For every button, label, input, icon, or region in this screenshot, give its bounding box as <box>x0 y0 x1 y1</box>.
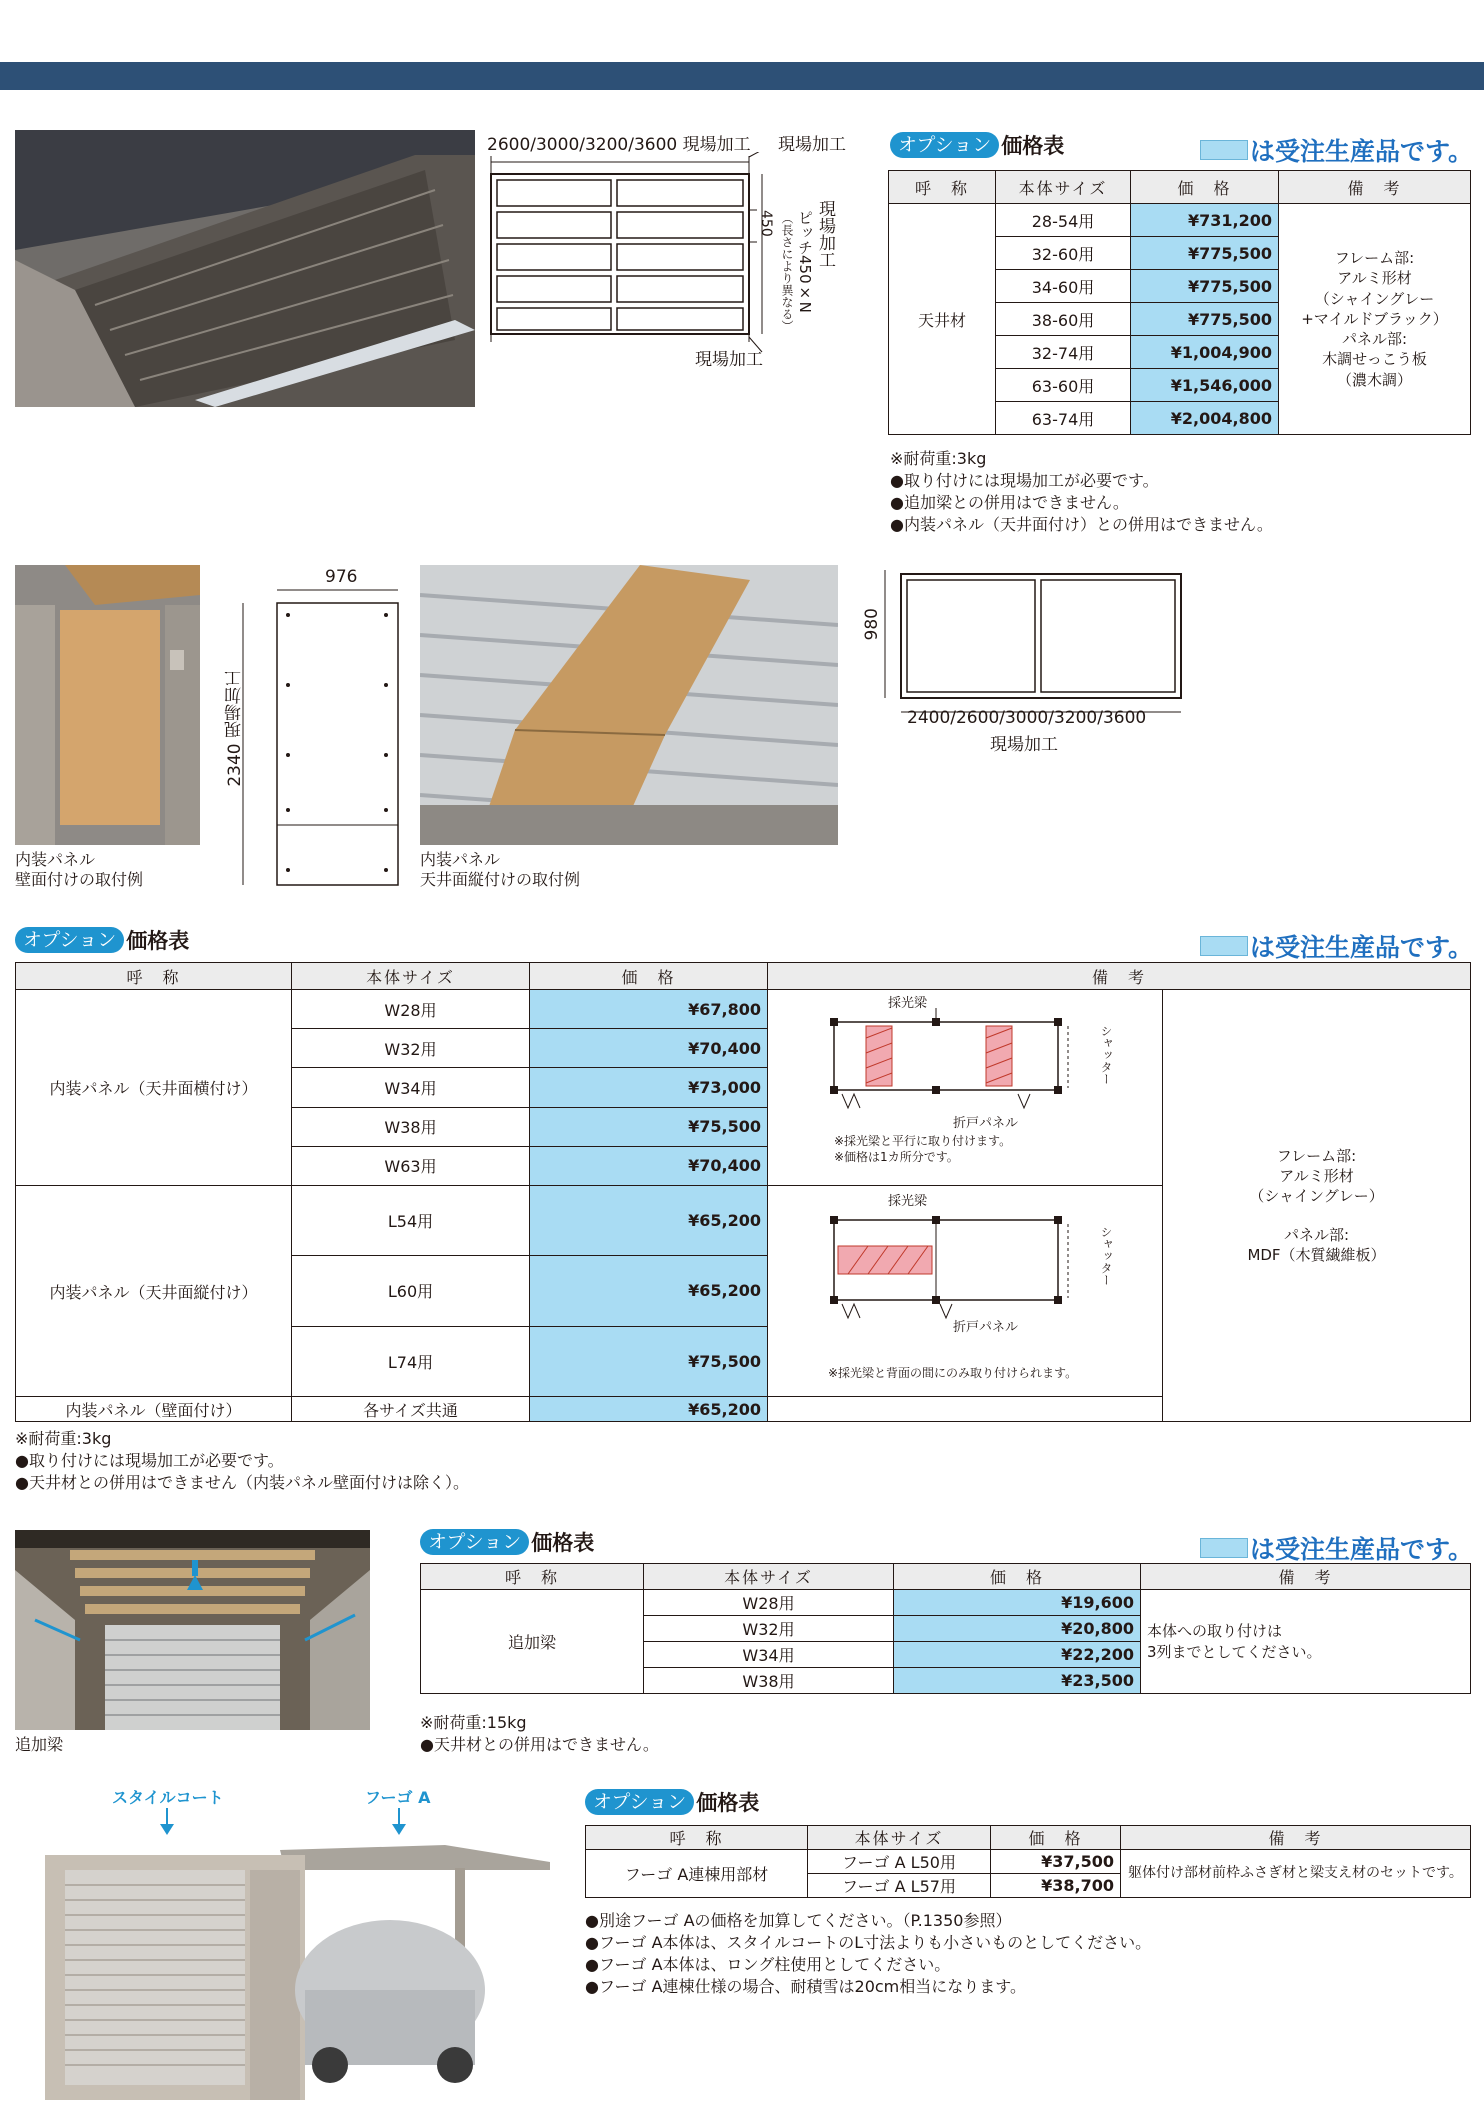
note-line: ●取り付けには現場加工が必要です。 <box>15 1451 284 1470</box>
horizontal-mount-diagram <box>828 1008 1088 1120</box>
remarks-line: 本体への取り付けは <box>1147 1622 1283 1641</box>
diagram1-dim-450: 450 <box>758 210 774 237</box>
col-header-remarks: 備 考 <box>1141 1564 1471 1590</box>
product-name-cell: 内装パネル（天井面横付け） <box>16 990 292 1186</box>
section1-notes <box>890 448 1273 536</box>
legend-text: は受注生産品です。 <box>1250 137 1474 166</box>
size-cell: W63用 <box>292 1146 530 1185</box>
remarks-cell <box>1141 1590 1471 1694</box>
diagram-cell-vertical <box>768 1186 1163 1397</box>
section1-heading <box>890 130 1064 160</box>
price-cell: ¥73,000 <box>530 1068 768 1107</box>
size-cell: フーゴ A L50用 <box>808 1850 991 1874</box>
price-cell: ¥19,600 <box>894 1590 1141 1616</box>
diagram-label-folding-door: 折戸パネル <box>953 1320 1019 1335</box>
size-cell: W34用 <box>644 1642 894 1668</box>
size-cell: 34-60用 <box>996 270 1131 303</box>
arrow-down-icon <box>160 1808 174 1836</box>
remarks-line: （シャイングレー） <box>1249 1187 1384 1206</box>
product-name-cell: 内装パネル（天井面縦付け） <box>16 1186 292 1397</box>
remarks-cell: 躯体付け部材前枠ふさぎ材と梁支え材のセットです。 <box>1121 1850 1471 1898</box>
col-header-remarks: 備 考 <box>1279 171 1471 204</box>
size-cell: L54用 <box>292 1186 530 1256</box>
wall-panel-diagram <box>238 585 408 895</box>
size-cell: W38用 <box>292 1107 530 1146</box>
remarks-line: 3列までとしてください。 <box>1147 1642 1322 1661</box>
price-cell: ¥731,200 <box>1131 204 1279 237</box>
diagram-label-shutter: シャッター <box>1099 1025 1113 1085</box>
fugo-a-carport-photo <box>45 1840 550 2100</box>
ceiling-material-price-table <box>888 170 1471 435</box>
note-line: ●フーゴ A本体は、スタイルコートのL寸法よりも小さいものとしてください。 <box>585 1933 1152 1952</box>
remarks-line: パネル部: <box>1283 1225 1350 1244</box>
option-badge: オプション <box>15 927 124 953</box>
ceiling-material-diagram <box>487 152 787 362</box>
size-cell: W28用 <box>292 990 530 1029</box>
price-cell: ¥70,400 <box>530 1029 768 1068</box>
col-header-name: 呼 称 <box>586 1826 808 1850</box>
size-cell: L74用 <box>292 1326 530 1396</box>
price-cell: ¥67,800 <box>530 990 768 1029</box>
note-line: ※耐荷重:3kg <box>890 449 987 468</box>
remarks-spacer <box>1167 1207 1466 1225</box>
col-header-remarks: 備 考 <box>768 963 1471 990</box>
ceiling-panel-photo <box>420 565 838 845</box>
note-line: ●フーゴ A連棟仕様の場合、耐積雪は20cm相当になります。 <box>585 1977 1026 1996</box>
ceiling-panel-caption <box>420 850 580 890</box>
dim-2340-label: 2340 現場加工 <box>225 670 245 787</box>
col-header-size: 本体サイズ <box>996 171 1131 204</box>
additional-beam-caption: 追加梁 <box>15 1735 64 1754</box>
remarks-line: フレーム部: <box>1334 249 1415 268</box>
size-cell: W28用 <box>644 1590 894 1616</box>
legend-swatch <box>1200 140 1248 160</box>
price-table-title: 価格表 <box>696 1791 760 1815</box>
additional-beam-photo <box>15 1530 370 1730</box>
note-line: ※耐荷重:15kg <box>420 1713 527 1732</box>
remarks-line: パネル部: <box>1341 330 1408 349</box>
size-cell: 38-60用 <box>996 303 1131 336</box>
note-line: ※耐荷重:3kg <box>15 1429 112 1448</box>
remarks-line: フレーム部: <box>1276 1146 1357 1165</box>
section4-notes <box>585 1910 1151 1998</box>
caption-line: 壁面付けの取付例 <box>15 870 144 889</box>
product-name-cell: 天井材 <box>889 204 996 435</box>
product-name-cell: 内装パネル（壁面付け） <box>16 1397 292 1422</box>
section4-heading <box>585 1787 759 1817</box>
diagram-label-folding-door: 折戸パネル <box>953 1116 1019 1131</box>
size-cell: W34用 <box>292 1068 530 1107</box>
col-header-remarks: 備 考 <box>1121 1826 1471 1850</box>
col-header-price: 価 格 <box>1131 171 1279 204</box>
dim-width-sub-label: 現場加工 <box>990 735 1058 755</box>
remarks-line: 木調せっこう板 <box>1322 350 1427 369</box>
diagram1-bottom-label: 現場加工 <box>695 350 763 370</box>
diagram-note-line: ※価格は1カ所分です。 <box>834 1150 959 1164</box>
diagram1-top-label: 2600/3000/3200/3600 現場加工 <box>487 135 751 155</box>
wall-panel-caption <box>15 850 143 890</box>
price-cell: ¥70,400 <box>530 1146 768 1185</box>
size-cell: フーゴ A L57用 <box>808 1874 991 1898</box>
remarks-cell <box>1279 204 1471 435</box>
price-cell: ¥1,546,000 <box>1131 369 1279 402</box>
size-cell: 32-74用 <box>996 336 1131 369</box>
diagram1-pitch-label: ピッチ450×N <box>796 210 814 313</box>
diagram1-right-vertical-label: 現場加工 <box>815 200 835 268</box>
price-cell: ¥75,500 <box>530 1107 768 1146</box>
size-cell: 63-60用 <box>996 369 1131 402</box>
price-cell: ¥775,500 <box>1131 303 1279 336</box>
col-header-price: 価 格 <box>894 1564 1141 1590</box>
price-cell: ¥65,200 <box>530 1186 768 1256</box>
price-cell: ¥1,004,900 <box>1131 336 1279 369</box>
price-cell: ¥37,500 <box>991 1850 1121 1874</box>
remarks-line: （濃木調） <box>1336 370 1412 389</box>
fugo-a-label: フーゴ A <box>365 1788 431 1807</box>
diagram1-notes <box>834 1133 1011 1165</box>
remarks-cell <box>1163 990 1471 1422</box>
empty-remarks-cell <box>768 1397 1163 1422</box>
header-bar <box>0 62 1484 90</box>
size-cell: 各サイズ共通 <box>292 1397 530 1422</box>
diagram-label-skylight-beam: 採光梁 <box>888 1194 928 1209</box>
price-cell: ¥23,500 <box>894 1668 1141 1694</box>
size-cell: 63-74用 <box>996 402 1131 435</box>
price-cell: ¥2,004,800 <box>1131 402 1279 435</box>
remarks-line: アルミ形材 <box>1337 269 1412 288</box>
option-badge: オプション <box>890 132 999 158</box>
remarks-line: +マイルドブラック） <box>1301 309 1448 328</box>
col-header-price: 価 格 <box>530 963 768 990</box>
dim-width-label: 2400/2600/3000/3200/3600 <box>907 708 1147 728</box>
additional-beam-price-table <box>420 1563 1471 1694</box>
style-court-label: スタイルコート <box>112 1788 224 1807</box>
made-to-order-legend <box>1200 928 1473 964</box>
price-table-title: 価格表 <box>126 929 190 953</box>
price-cell: ¥20,800 <box>894 1616 1141 1642</box>
diagram1-right-top-label: 現場加工 <box>778 135 846 155</box>
dim-980-label: 980 <box>862 608 882 641</box>
col-header-name: 呼 称 <box>16 963 292 990</box>
caption-line: 内装パネル <box>15 850 96 869</box>
size-cell: W38用 <box>644 1668 894 1694</box>
price-cell: ¥65,200 <box>530 1397 768 1422</box>
col-header-name: 呼 称 <box>889 171 996 204</box>
diagram-label-skylight-beam: 採光梁 <box>888 996 928 1011</box>
dim-976-label: 976 <box>325 567 358 587</box>
remarks-line: （シャイングレー <box>1314 289 1435 308</box>
option-badge: オプション <box>420 1529 529 1555</box>
made-to-order-legend <box>1200 132 1473 168</box>
legend-text: は受注生産品です。 <box>1250 1535 1474 1564</box>
note-line: ●取り付けには現場加工が必要です。 <box>890 471 1159 490</box>
section2-heading <box>15 925 189 955</box>
col-header-name: 呼 称 <box>421 1564 644 1590</box>
interior-panel-price-table <box>15 962 1471 1422</box>
col-header-size: 本体サイズ <box>808 1826 991 1850</box>
price-cell: ¥775,500 <box>1131 270 1279 303</box>
caption-line: 天井面縦付けの取付例 <box>420 870 581 889</box>
product-name-cell: 追加梁 <box>421 1590 644 1694</box>
col-header-size: 本体サイズ <box>644 1564 894 1590</box>
size-cell: L60用 <box>292 1256 530 1326</box>
vertical-mount-diagram <box>828 1206 1088 1326</box>
price-cell: ¥38,700 <box>991 1874 1121 1898</box>
diagram-label-shutter: シャッター <box>1099 1226 1113 1286</box>
legend-swatch <box>1200 1538 1248 1558</box>
note-line: ●天井材との併用はできません（内装パネル壁面付けは除く）。 <box>15 1473 469 1492</box>
legend-swatch <box>1200 936 1248 956</box>
price-cell: ¥775,500 <box>1131 237 1279 270</box>
remarks-line: アルミ形材 <box>1279 1167 1354 1186</box>
price-cell: ¥65,200 <box>530 1256 768 1326</box>
price-cell: ¥22,200 <box>894 1642 1141 1668</box>
size-cell: W32用 <box>644 1616 894 1642</box>
size-cell: 28-54用 <box>996 204 1131 237</box>
fugo-a-price-table <box>585 1825 1471 1898</box>
price-table-title: 価格表 <box>1001 134 1065 158</box>
note-line: ●天井材との併用はできません。 <box>420 1735 659 1754</box>
col-header-price: 価 格 <box>991 1826 1121 1850</box>
ceiling-material-photo <box>15 130 475 407</box>
diagram1-pitch-note: （長さにより異なる） <box>780 212 794 332</box>
col-header-size: 本体サイズ <box>292 963 530 990</box>
diagram2-note: ※採光梁と背面の間にのみ取り付けられます。 <box>828 1366 1078 1380</box>
wall-panel-photo <box>15 565 200 845</box>
option-badge: オプション <box>585 1789 694 1815</box>
section3-notes <box>420 1712 659 1756</box>
caption-line: 内装パネル <box>420 850 501 869</box>
diagram-note-line: ※採光梁と平行に取り付けます。 <box>834 1134 1012 1148</box>
price-cell: ¥75,500 <box>530 1326 768 1396</box>
note-line: ●フーゴ A本体は、ロング柱使用としてください。 <box>585 1955 951 1974</box>
remarks-line: MDF（木質繊維板） <box>1247 1245 1386 1264</box>
price-table-title: 価格表 <box>531 1531 595 1555</box>
diagram-cell-horizontal <box>768 990 1163 1186</box>
arrow-down-icon <box>392 1808 406 1836</box>
note-line: ●追加梁との併用はできません。 <box>890 493 1129 512</box>
made-to-order-legend <box>1200 1530 1473 1566</box>
note-line: ●別途フーゴ Aの価格を加算してください。（P.1350参照） <box>585 1911 1012 1930</box>
section2-notes <box>15 1428 469 1494</box>
section3-heading <box>420 1527 594 1557</box>
product-name-cell: フーゴ A連棟用部材 <box>586 1850 808 1898</box>
size-cell: W32用 <box>292 1029 530 1068</box>
legend-text: は受注生産品です。 <box>1250 933 1474 962</box>
size-cell: 32-60用 <box>996 237 1131 270</box>
note-line: ●内装パネル（天井面付け）との併用はできません。 <box>890 515 1273 534</box>
